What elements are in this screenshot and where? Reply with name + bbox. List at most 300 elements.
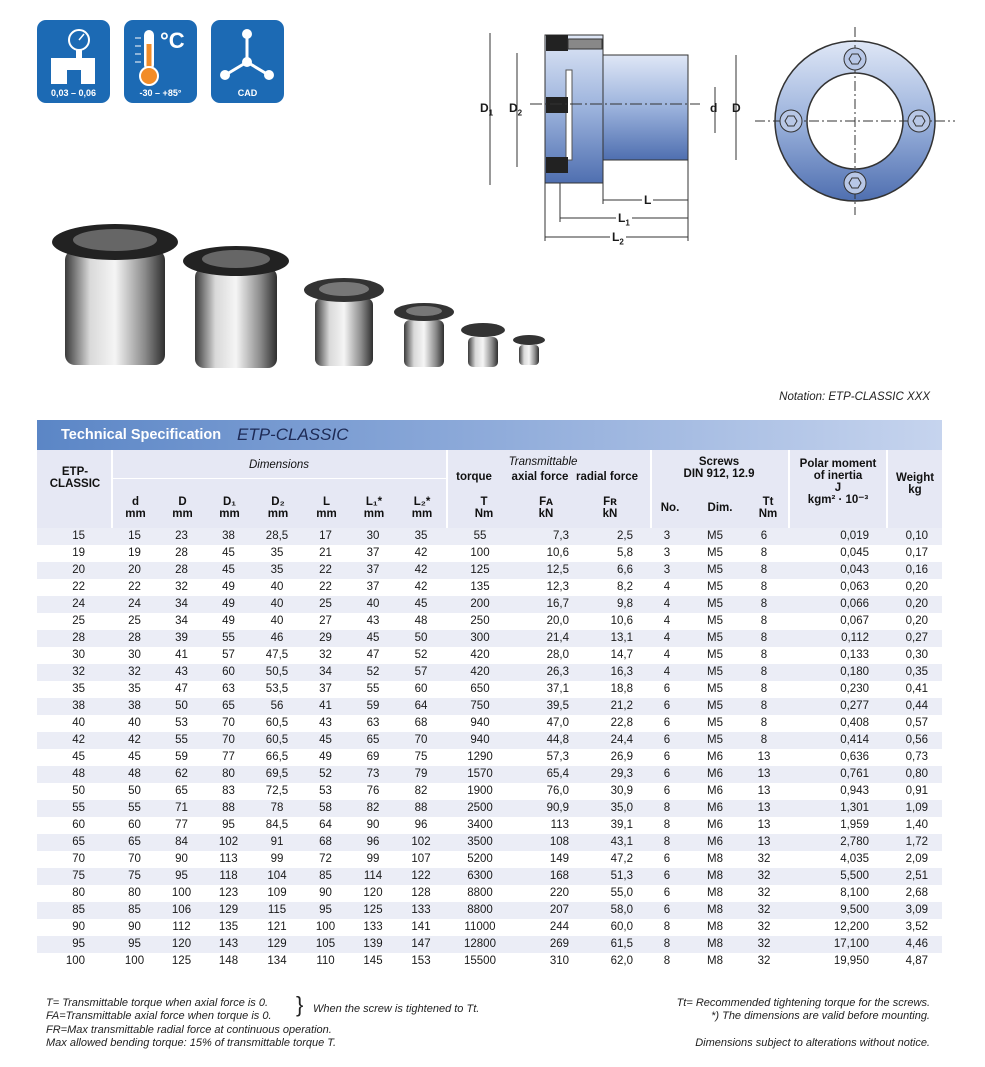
table-cell: 95 [205, 817, 252, 834]
label-D: D [732, 101, 741, 115]
table-cell: 4 [647, 596, 687, 613]
table-cell: M5 [687, 647, 743, 664]
table-cell: 145 [349, 953, 397, 970]
table-row [37, 953, 942, 970]
table-cell: 30,9 [579, 783, 647, 800]
table-cell: 102 [205, 834, 252, 851]
table-cell: 90 [111, 919, 158, 936]
footnote-fa: FA=Transmittable axial force when torque is 0. [46, 1010, 272, 1022]
table-cell: 82 [349, 800, 397, 817]
table-cell: 76,0 [515, 783, 579, 800]
label-L2: $L_2$ [612, 230, 624, 247]
header-of-inertia: of inertia [813, 470, 863, 482]
table-cell: 96 [349, 834, 397, 851]
table-cell: 0,133 [785, 647, 883, 664]
table-cell: 6 [647, 715, 687, 732]
footnote-alter: Dimensions subject to alterations without notice. [695, 1037, 930, 1049]
table-cell: 17 [302, 528, 349, 545]
table-cell: 99 [252, 851, 302, 868]
table-cell: 34 [158, 596, 205, 613]
table-cell: 8 [743, 579, 785, 596]
col-FR: Fʀ kN [602, 496, 618, 520]
table-cell: 96 [397, 817, 445, 834]
table-row [37, 596, 942, 613]
table-cell: 3,09 [883, 902, 942, 919]
table-cell: 59 [158, 749, 205, 766]
table-cell: 6 [647, 698, 687, 715]
table-cell: 13 [743, 834, 785, 851]
table-cell: 6 [743, 528, 785, 545]
table-cell: 115 [252, 902, 302, 919]
table-cell: M8 [687, 851, 743, 868]
table-cell: 113 [205, 851, 252, 868]
header-weight: Weight [895, 472, 935, 484]
table-cell: 220 [515, 885, 579, 902]
header-etp: ETP-CLASSIC [49, 466, 101, 490]
table-cell: 45 [205, 562, 252, 579]
table-cell: 4 [647, 647, 687, 664]
table-cell: M5 [687, 698, 743, 715]
table-cell: 8,2 [579, 579, 647, 596]
table-cell: 37 [302, 681, 349, 698]
table-cell: 16,7 [515, 596, 579, 613]
table-cell: 77 [158, 817, 205, 834]
bushing-1 [52, 224, 178, 365]
table-cell: 100 [445, 545, 515, 562]
table-cell: 310 [515, 953, 579, 970]
table-cell: M5 [687, 613, 743, 630]
table-cell: 1290 [445, 749, 515, 766]
table-cell: 0,44 [883, 698, 942, 715]
table-cell: 43,1 [579, 834, 647, 851]
table-cell: 2,09 [883, 851, 942, 868]
table-cell: 49 [302, 749, 349, 766]
table-cell: 0,20 [883, 596, 942, 613]
table-cell: 43 [302, 715, 349, 732]
col-Tt: Tt Nm [758, 496, 778, 520]
table-cell: 135 [205, 919, 252, 936]
table-cell: 61,5 [579, 936, 647, 953]
table-cell: 1,40 [883, 817, 942, 834]
table-cell: 47,0 [515, 715, 579, 732]
table-cell: 750 [445, 698, 515, 715]
table-cell: M5 [687, 545, 743, 562]
table-cell: 48 [111, 766, 158, 783]
table-cell: 24,4 [579, 732, 647, 749]
bushing-4 [394, 303, 454, 367]
badge-pressure [37, 20, 110, 103]
table-cell: 0,277 [785, 698, 883, 715]
table-cell: 120 [349, 885, 397, 902]
col-L1: L₁* mm [363, 496, 385, 520]
table-cell: M5 [687, 528, 743, 545]
table-cell: 22,8 [579, 715, 647, 732]
table-cell: 109 [252, 885, 302, 902]
table-cell: 420 [445, 664, 515, 681]
table-cell: 135 [445, 579, 515, 596]
table-cell: 60 [205, 664, 252, 681]
table-cell: 13 [743, 783, 785, 800]
table-cell: 0,10 [883, 528, 942, 545]
table-cell: 44,8 [515, 732, 579, 749]
table-cell: M8 [687, 936, 743, 953]
table-cell: 26,9 [579, 749, 647, 766]
table-cell: 52 [397, 647, 445, 664]
table-cell: 5,8 [579, 545, 647, 562]
table-cell: 85 [302, 868, 349, 885]
table-cell: 83 [205, 783, 252, 800]
table-cell: 75 [37, 868, 111, 885]
footnote-tt: Tt= Recommended tightening torque for the screws. [676, 997, 930, 1009]
table-cell: 24 [37, 596, 111, 613]
table-cell: 64 [302, 817, 349, 834]
table-cell: 133 [397, 902, 445, 919]
table-cell: 37 [349, 579, 397, 596]
table-cell: 8,100 [785, 885, 883, 902]
table-cell: 40 [252, 596, 302, 613]
table-cell: 6 [647, 902, 687, 919]
table-cell: M8 [687, 868, 743, 885]
table-cell: 65 [349, 732, 397, 749]
table-cell: 60,0 [579, 919, 647, 936]
table-cell: 26,3 [515, 664, 579, 681]
table-cell: 0,066 [785, 596, 883, 613]
table-cell: 4 [647, 579, 687, 596]
etp-classic-family-photo [40, 200, 600, 400]
table-cell: 35 [111, 681, 158, 698]
table-cell: 100 [37, 953, 111, 970]
table-cell: 6 [647, 749, 687, 766]
table-row [37, 562, 942, 579]
table-cell: 1,301 [785, 800, 883, 817]
spec-table [37, 528, 942, 970]
table-cell: 58 [302, 800, 349, 817]
table-cell: 0,230 [785, 681, 883, 698]
table-cell: 4,87 [883, 953, 942, 970]
table-cell: 0,20 [883, 579, 942, 596]
table-cell: 32 [743, 902, 785, 919]
table-cell: 0,57 [883, 715, 942, 732]
table-cell: 0,019 [785, 528, 883, 545]
table-cell: 106 [158, 902, 205, 919]
table-cell: 6,6 [579, 562, 647, 579]
col-L2: L₂* mm [411, 496, 433, 520]
table-cell: 8 [743, 732, 785, 749]
table-row [37, 613, 942, 630]
table-cell: 8 [647, 919, 687, 936]
table-cell: 88 [397, 800, 445, 817]
table-cell: 95 [158, 868, 205, 885]
table-cell: 8 [743, 545, 785, 562]
table-cell: 4,035 [785, 851, 883, 868]
table-cell: 65 [158, 783, 205, 800]
table-cell: 40 [252, 613, 302, 630]
table-cell: 47 [349, 647, 397, 664]
table-cell: 32 [743, 919, 785, 936]
table-cell: 57 [205, 647, 252, 664]
table-cell: 9,8 [579, 596, 647, 613]
table-cell: 940 [445, 732, 515, 749]
table-cell: 11000 [445, 919, 515, 936]
table-cell: 49 [205, 579, 252, 596]
table-cell: 250 [445, 613, 515, 630]
badge-temperature [124, 20, 197, 103]
label-D2: $D_2$ [509, 101, 523, 118]
table-cell: 41 [302, 698, 349, 715]
table-cell: 3500 [445, 834, 515, 851]
table-cell: 34 [302, 664, 349, 681]
table-cell: 100 [158, 885, 205, 902]
table-cell: 23 [158, 528, 205, 545]
table-cell: 2,51 [883, 868, 942, 885]
table-cell: 3 [647, 545, 687, 562]
table-cell: 45 [397, 596, 445, 613]
table-row [37, 630, 942, 647]
table-cell: 17,100 [785, 936, 883, 953]
table-cell: 62,0 [579, 953, 647, 970]
spec-banner [37, 420, 942, 450]
table-cell: 37 [349, 562, 397, 579]
table-cell: 28 [37, 630, 111, 647]
label-D1: $D_1$ [480, 101, 494, 118]
table-cell: 102 [397, 834, 445, 851]
table-cell: 35 [397, 528, 445, 545]
table-cell: 45 [111, 749, 158, 766]
table-cell: 65 [37, 834, 111, 851]
table-cell: 0,35 [883, 664, 942, 681]
footnote-brace: } [296, 992, 304, 1017]
header-weight-unit: kg [908, 484, 922, 496]
badge-cad[interactable] [211, 20, 284, 103]
table-cell: 121 [252, 919, 302, 936]
table-cell: 21,2 [579, 698, 647, 715]
table-cell: 42 [37, 732, 111, 749]
table-cell: 15 [111, 528, 158, 545]
table-cell: 0,408 [785, 715, 883, 732]
table-cell: 56 [252, 698, 302, 715]
table-cell: 8 [743, 630, 785, 647]
table-row [37, 783, 942, 800]
table-cell: 6300 [445, 868, 515, 885]
table-cell: 107 [397, 851, 445, 868]
table-cell: 4 [647, 664, 687, 681]
table-cell: 72 [302, 851, 349, 868]
col-No: No. [660, 502, 680, 514]
table-cell: 95 [111, 936, 158, 953]
table-cell: M6 [687, 800, 743, 817]
table-cell: 38 [205, 528, 252, 545]
bushing-6 [513, 335, 545, 365]
table-cell: 128 [397, 885, 445, 902]
table-cell: 55 [37, 800, 111, 817]
table-cell: 1900 [445, 783, 515, 800]
bushing-5 [461, 323, 505, 367]
table-cell: M5 [687, 664, 743, 681]
table-cell: 8 [743, 613, 785, 630]
table-cell: 0,20 [883, 613, 942, 630]
table-cell: 4 [647, 613, 687, 630]
table-cell: 2500 [445, 800, 515, 817]
table-cell: 13 [743, 817, 785, 834]
bushing-2 [183, 246, 289, 368]
table-cell: 59 [349, 698, 397, 715]
table-cell: 8 [743, 698, 785, 715]
table-cell: 32 [158, 579, 205, 596]
table-row [37, 749, 942, 766]
table-cell: 21 [302, 545, 349, 562]
table-cell: 69 [349, 749, 397, 766]
table-cell: 37,1 [515, 681, 579, 698]
table-cell: 2,68 [883, 885, 942, 902]
table-cell: 72,5 [252, 783, 302, 800]
table-cell: 168 [515, 868, 579, 885]
table-cell: 65 [111, 834, 158, 851]
table-cell: 84,5 [252, 817, 302, 834]
table-cell: 60,5 [252, 732, 302, 749]
table-cell: 122 [397, 868, 445, 885]
table-cell: 25 [111, 613, 158, 630]
table-cell: M8 [687, 953, 743, 970]
table-cell: 8 [743, 647, 785, 664]
table-cell: 114 [349, 868, 397, 885]
col-D1: D₁ mm [219, 496, 240, 520]
table-row [37, 715, 942, 732]
table-cell: 0,112 [785, 630, 883, 647]
table-cell: 82 [397, 783, 445, 800]
table-cell: 90 [37, 919, 111, 936]
table-cell: 43 [349, 613, 397, 630]
table-cell: 1,09 [883, 800, 942, 817]
table-row [37, 800, 942, 817]
table-cell: 35,0 [579, 800, 647, 817]
table-cell: 420 [445, 647, 515, 664]
table-cell: 46 [252, 630, 302, 647]
table-cell: 50 [37, 783, 111, 800]
table-cell: 12800 [445, 936, 515, 953]
table-cell: 2,780 [785, 834, 883, 851]
table-cell: 90 [349, 817, 397, 834]
table-cell: 55 [445, 528, 515, 545]
table-cell: 63 [205, 681, 252, 698]
table-cell: 15500 [445, 953, 515, 970]
table-cell: M5 [687, 562, 743, 579]
col-d: d mm [125, 496, 146, 520]
table-cell: 125 [445, 562, 515, 579]
table-cell: 3,52 [883, 919, 942, 936]
table-cell: 28,5 [252, 528, 302, 545]
table-cell: 85 [111, 902, 158, 919]
table-cell: 55 [111, 800, 158, 817]
table-cell: 129 [205, 902, 252, 919]
table-cell: 80 [111, 885, 158, 902]
table-cell: 42 [397, 545, 445, 562]
table-cell: 34 [158, 613, 205, 630]
table-cell: 76 [349, 783, 397, 800]
table-cell: 0,063 [785, 579, 883, 596]
table-cell: 49 [205, 596, 252, 613]
table-cell: 4 [647, 630, 687, 647]
table-cell: 0,30 [883, 647, 942, 664]
table-cell: 8 [647, 936, 687, 953]
table-cell: 100 [111, 953, 158, 970]
table-row [37, 851, 942, 868]
table-cell: 1,959 [785, 817, 883, 834]
table-cell: 269 [515, 936, 579, 953]
table-cell: 35 [37, 681, 111, 698]
table-cell: 10,6 [579, 613, 647, 630]
table-cell: 19 [111, 545, 158, 562]
table-cell: 90 [158, 851, 205, 868]
table-cell: 9,500 [785, 902, 883, 919]
table-cell: 58,0 [579, 902, 647, 919]
table-cell: 80 [205, 766, 252, 783]
table-cell: 60,5 [252, 715, 302, 732]
table-cell: 69,5 [252, 766, 302, 783]
table-cell: 48 [397, 613, 445, 630]
header-polar-moment: Polar moment [799, 458, 877, 470]
table-cell: 47,2 [579, 851, 647, 868]
table-cell: M5 [687, 630, 743, 647]
table-cell: 6 [647, 851, 687, 868]
header-polar-unit: kgm² · 10⁻³ [807, 494, 869, 506]
table-cell: 940 [445, 715, 515, 732]
table-cell: 53,5 [252, 681, 302, 698]
table-cell: 60 [37, 817, 111, 834]
table-cell: 28,0 [515, 647, 579, 664]
table-cell: 207 [515, 902, 579, 919]
header-transmittable: Transmittable [508, 456, 578, 468]
table-cell: 0,41 [883, 681, 942, 698]
table-cell: 12,3 [515, 579, 579, 596]
table-cell: 62 [158, 766, 205, 783]
table-cell: 125 [349, 902, 397, 919]
table-row [37, 834, 942, 851]
footnote-dims: *) The dimensions are valid before mounting. [711, 1010, 930, 1022]
table-cell: 105 [302, 936, 349, 953]
bushing-front-view [755, 17, 955, 217]
header-radial-force: radial force [576, 471, 638, 483]
table-row [37, 579, 942, 596]
table-cell: 108 [515, 834, 579, 851]
bushing-3 [304, 278, 384, 366]
table-cell: 90 [302, 885, 349, 902]
table-cell: 22 [37, 579, 111, 596]
table-cell: 45 [302, 732, 349, 749]
table-cell: 20,0 [515, 613, 579, 630]
badge-cad-label: CAD [237, 88, 258, 98]
table-cell: M6 [687, 783, 743, 800]
table-cell: 52 [302, 766, 349, 783]
table-cell: 110 [302, 953, 349, 970]
table-row [37, 664, 942, 681]
table-cell: 5200 [445, 851, 515, 868]
header-screws: Screws [698, 456, 740, 468]
table-cell: 12,5 [515, 562, 579, 579]
table-cell: 73 [349, 766, 397, 783]
table-cell: 0,91 [883, 783, 942, 800]
footnote-fr: FR=Max transmittable radial force at continuous operation. [46, 1024, 332, 1036]
table-cell: 71 [158, 800, 205, 817]
header-J: J [834, 482, 842, 494]
table-row [37, 902, 942, 919]
table-cell: 25 [37, 613, 111, 630]
table-cell: 22 [302, 562, 349, 579]
footnote-bending: Max allowed bending torque: 15% of transmittable torque T. [46, 1037, 337, 1049]
header-torque: torque [456, 471, 492, 483]
table-cell: 16,3 [579, 664, 647, 681]
table-cell: 133 [349, 919, 397, 936]
table-cell: 65 [205, 698, 252, 715]
